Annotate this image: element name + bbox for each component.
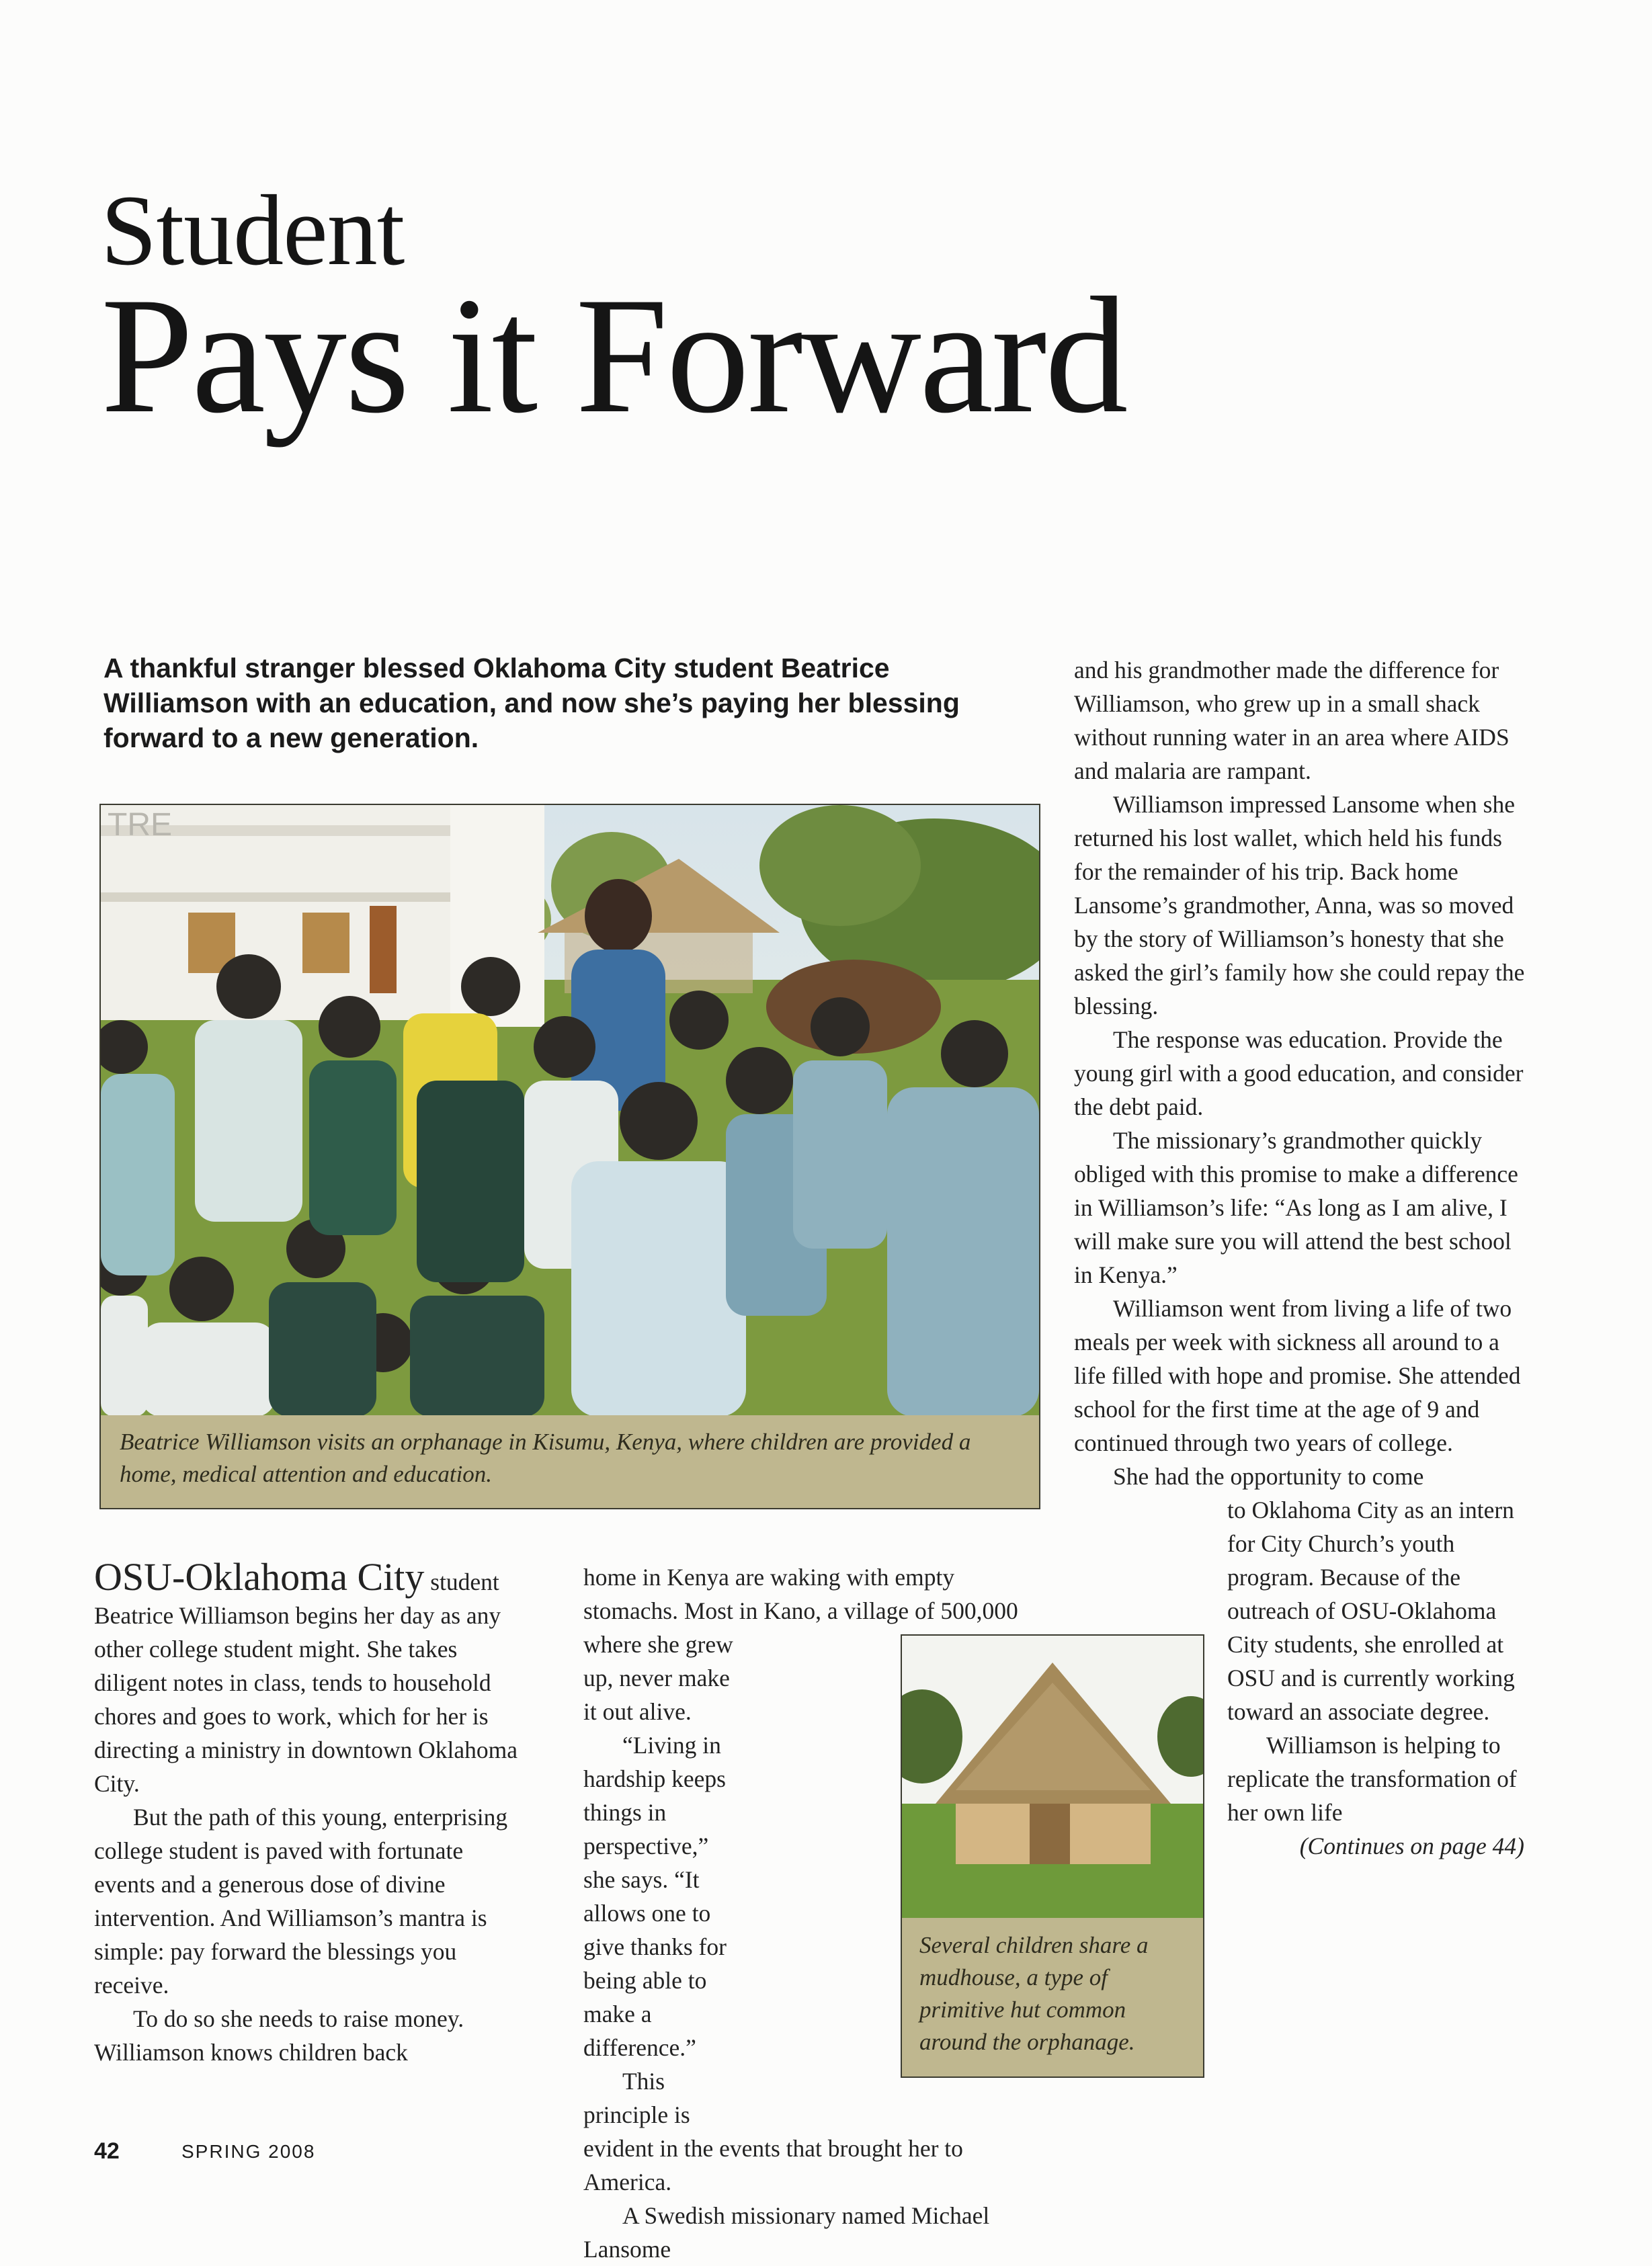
orphanage-photo bbox=[99, 804, 1040, 1509]
col2-paragraph-2: “Living in hardship keeps things in perspective,” she says. “It allows one to give thanks for being able to make a difference.” bbox=[583, 1732, 727, 2061]
col1-paragraph-1: student Beatrice Williamson begins her day as any other college student might. She takes diligent notes in class, tends to household chores and goes to work, which for her is directing a ministry in downtown Oklahoma City. bbox=[94, 1568, 518, 1797]
col3-paragraph-7: Williamson is helping to replicate the transformation of her own life bbox=[1227, 1732, 1517, 1826]
issue-label: SPRING 2008 bbox=[181, 2141, 316, 2162]
col2-image-wrap-spacer bbox=[741, 1634, 1022, 2132]
col3-paragraph-5: Williamson went from living a life of two meals per week with sickness all around to a life filled with hope and promise. She attended school for the first time at the age of 9 and continued through two years of college. bbox=[1074, 1295, 1521, 1456]
article-deck: A thankful stranger blessed Oklahoma City student Beatrice Williamson with an education, and now she’s paying her blessing forward to a new generation. bbox=[104, 653, 960, 753]
continues-note: (Continues on page 44) bbox=[1299, 1833, 1524, 1859]
page-number: 42 bbox=[94, 2138, 120, 2164]
col3-paragraph-6: to Oklahoma City as an intern for City Church’s youth program. Because of the outreach of OSU-Oklahoma City students, she enrolled at OSU and is currently working toward an associate degree. bbox=[1227, 1497, 1515, 1725]
col2-paragraph-1: home in Kenya are waking with empty stomachs. Most in Kano, a village of 500,000 where she grew up, never make it out alive. bbox=[583, 1564, 1018, 1725]
article-lead-in: OSU-Oklahoma City bbox=[94, 1555, 425, 1599]
title-line-1: Student bbox=[101, 175, 405, 286]
title-line-2: Pays it Forward bbox=[101, 263, 1126, 448]
col3-paragraph-6a: She had the opportunity to come bbox=[1113, 1463, 1424, 1490]
article-column-1 bbox=[94, 1555, 524, 2069]
col3-paragraph-2: Williamson impressed Lansome when she returned his lost wallet, which held his funds for the remainder of his trip. Back home Lansome’s grandmother, Anna, was so moved by the story of Williamson’s honesty that she asked the girl’s family how she could repay the blessing. bbox=[1074, 791, 1525, 1019]
col3-paragraph-1: and his grandmother made the difference for Williamson, who grew up in a small shack without running water in an area where AIDS and malaria are rampant. bbox=[1074, 657, 1510, 784]
article-column-2 bbox=[583, 1560, 1022, 2266]
main-photo-caption: Beatrice Williamson visits an orphanage in Kisumu, Kenya, where children are provided a home, medical attention and education. bbox=[101, 1415, 1039, 1508]
col1-paragraph-3: To do so she needs to raise money. Williamson knows children back bbox=[94, 2005, 464, 2066]
col3-paragraph-4: The missionary’s grandmother quickly obliged with this promise to make a difference in Williamson’s life: “As long as I am alive, I will make sure you will attend the best school in Kenya.” bbox=[1074, 1127, 1518, 1288]
col2-paragraph-3: This principle is evident in the events that brought her to America. bbox=[583, 2068, 963, 2195]
orphanage-photo-image bbox=[101, 805, 1039, 1417]
col2-paragraph-4: A Swedish missionary named Michael Lansome bbox=[583, 2202, 990, 2263]
col1-paragraph-2: But the path of this young, enterprising college student is paved with fortunate events and a generous dose of divine intervention. And Williamson’s mantra is simple: pay forward the blessings you receive. bbox=[94, 1804, 508, 1999]
building-sign-text: TRE bbox=[108, 807, 172, 843]
col3-paragraph-3: The response was education. Provide the young girl with a good education, and consider the debt paid. bbox=[1074, 1026, 1524, 1120]
article-column-3 bbox=[1074, 653, 1531, 1863]
mudhouse-caption: Several children share a mudhouse, a type of primitive hut common around the orphanage. bbox=[919, 1932, 1149, 2055]
